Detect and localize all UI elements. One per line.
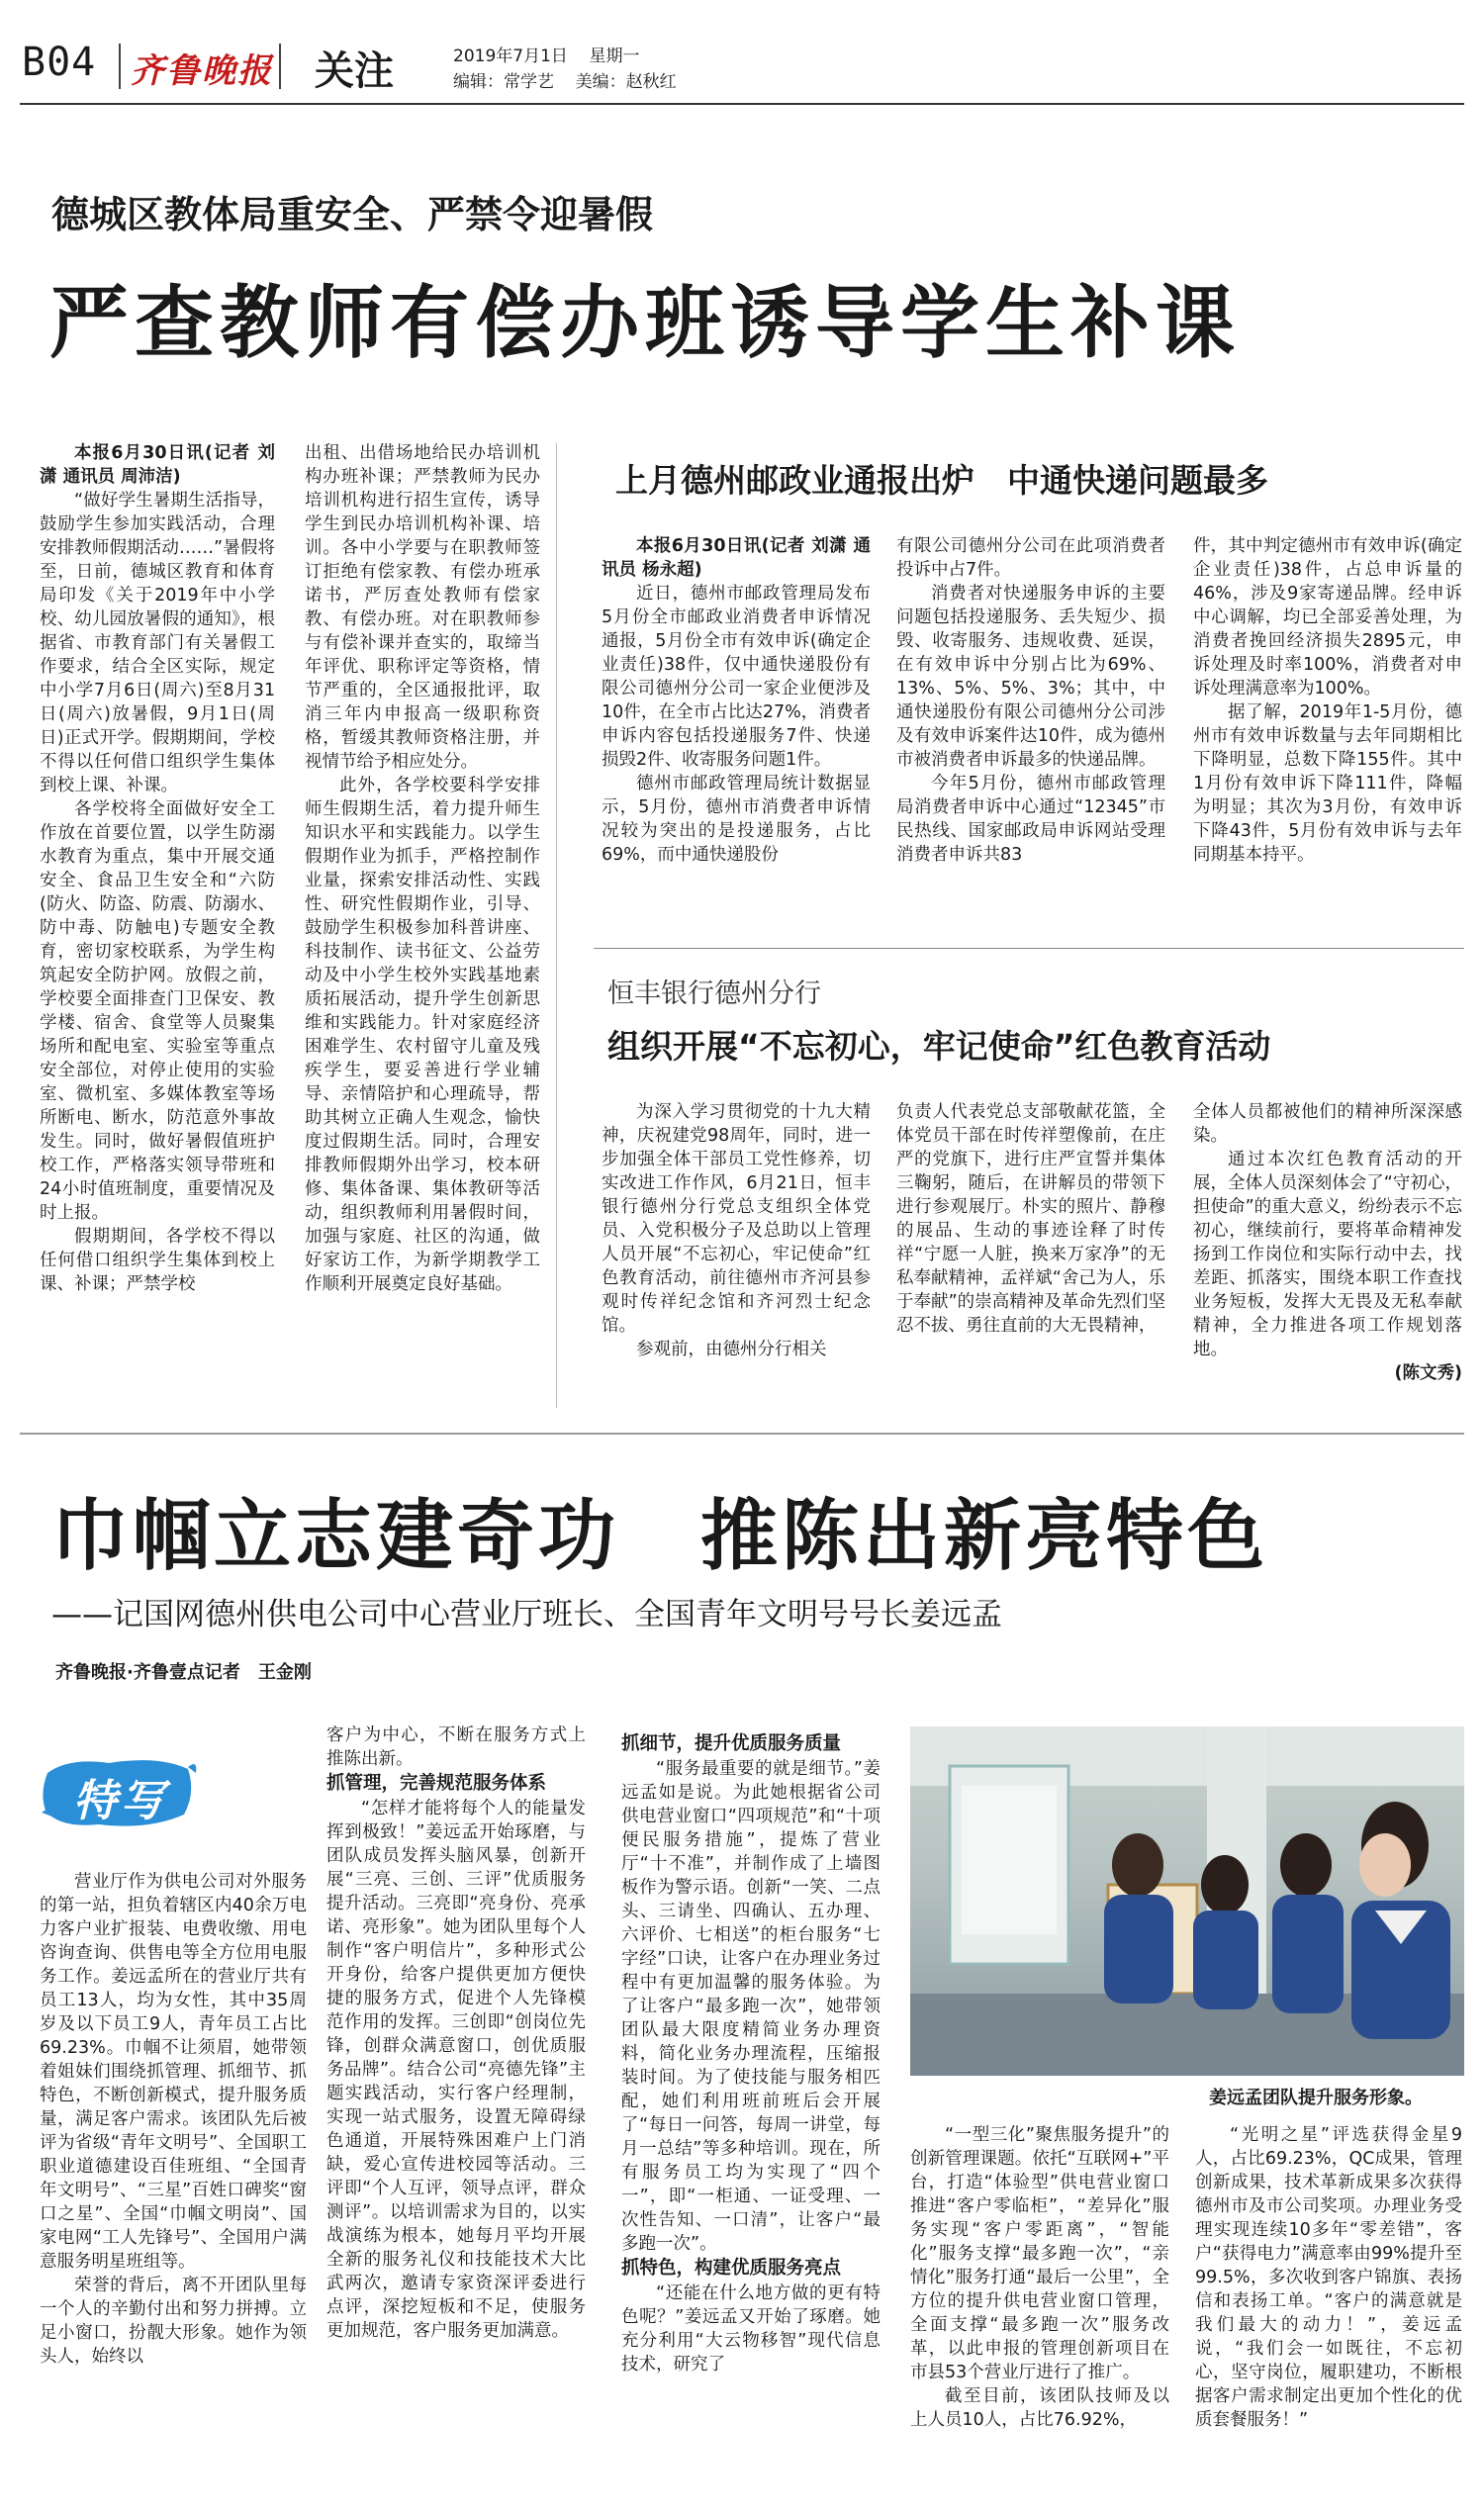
- article2-col2: [896, 534, 1165, 930]
- article4-para: 客户为中心，不断在服务方式上推陈出新。: [326, 1725, 586, 1769]
- article1-para: 各学校将全面做好安全工作放在首要位置，以学生防溺水教育为重点，集中开展交通安全、食品卫生安全和“六防(防火、防盗、防震、防溺水、防中毒、防触电)专题安全教育，密切家校联系，为学生构筑起安全防护网。放假之前，学校要全面排查门卫保安、教学楼、宿舍、食堂等人员聚集场所和配电室、实验室等重点安全部位，对停止使用的实验室、微机室、多媒体教室等场所断电、断水，防范意外事故发生。同时，做好暑假值班护校工作，严格落实领导带班和24小时值班制度，重要情况及时上报。: [40, 799, 275, 1223]
- photo-illustration: [910, 1726, 1464, 2076]
- article1-kicker: 德城区教体局重安全、严禁令迎暑假: [51, 193, 654, 236]
- article4-para: “怎样才能将每个人的能量发挥到极致！”姜远孟开始琢磨，与团队成员发挥头脑风暴，创新开展“三亮、三创、三评”优质服务提升活动。三亮即“亮身份、亮承诺、亮形象”。她为团队里每个人制作“客户明信片”，多种形式公开身份，给客户提供更加方便快捷的服务方式，促进个人先锋模范作用的发挥。三创即“创岗位先锋，创群众满意窗口，创优质服务品牌”。结合公司“亮德先锋”主题实践活动，实行客户经理制，实现一站式服务，设置无障碍绿色通道，开展特殊困难户上门消缺，爱心宣传进校园等活动。三评即“个人互评，领导点评，群众测评”。以培训需求为目的，以实战演练为根本，她每月平均开展全新的服务礼仪和技能技术大比武两次，邀请专家资深评委进行点评，深挖短板和不足，使服务更加规范，客户服务更加满意。: [326, 1799, 586, 2341]
- article4-subsection-title: 抓管理，完善规范服务体系: [326, 1773, 547, 1794]
- masthead-rule: [20, 103, 1464, 105]
- article3-col3: [1193, 1100, 1462, 1412]
- article1-para: 假期期间，各学校不得以任何借口组织学生集体到校上课、补课；严禁学校: [40, 1227, 275, 1294]
- article4-byline: 齐鲁晚报·齐鲁壹点记者 王金刚: [55, 1662, 312, 1683]
- article2-byline: 本报6月30日讯(记者 刘潇 通讯员 杨永超): [602, 536, 871, 580]
- article2-para: 件，其中判定德州市有效申诉(确定企业责任)38件，占总申诉量的46%，涉及9家寄递品牌。经申诉中心调解，均已全部妥善处理，为消费者挽回经济损失2895元，申诉处理及时率100%，消费者对申诉处理满意率为100%。: [1193, 536, 1462, 699]
- page-number-divider: [119, 44, 121, 89]
- issue-date: [453, 42, 640, 66]
- article1-byline: 本报6月30日讯(记者 刘潇 通讯员 周沛洁): [40, 443, 275, 487]
- article1-para: 出租、出借场地给民办培训机构办班补课；严禁教师为民办培训机构进行招生宣传，诱导学生到民办培训机构补课、培训。各中小学要与在职教师签订拒绝有偿家教、有偿办班承诺书，严厉查处教师有偿家教、有偿办班。对在职教师参与有偿补课并查实的，取缔当年评优、职称评定等资格，情节严重的，全区通报批评，取消三年内申报高一级职称资格，暂缓其教师资格注册，并视情节给予相应处分。: [305, 443, 540, 772]
- feature-badge: [40, 1753, 198, 1832]
- article2-col3: [1193, 534, 1462, 930]
- article4-para: “服务最重要的就是细节。”姜远孟如是说。为此她根据省公司供电营业窗口“四项规范”和“十项便民服务措施”，提炼了营业厅“十不准”，并制作成了上墙图板作为警示语。创新“一笑、二点头、三请坐、四确认、五办理、六评价、七相送”的柜台服务“七字经”口诀，让客户在办理业务过程中有更加温馨的服务体验。为了让客户“最多跑一次”，她带领团队最大限度精简业务办理资料，简化业务办理流程，压缩报装时间。为了使技能与服务相匹配，她们利用班前班后会开展了“每日一问答，每周一讲堂，每月一总结”等多种培训。现在，所有服务员工均为实现了“四个一”，即“一柜通、一证受理、一次性告知、一口清”，让客户“最多跑一次”。: [621, 1759, 881, 2254]
- article3-author: (陈文秀): [1394, 1363, 1462, 1383]
- photo-caption: 姜远孟团队提升服务形象。: [1209, 2088, 1423, 2108]
- article3-para: 通过本次红色教育活动的开展，全体人员深刻体会了“守初心，担使命”的重大意义，纷纷表示不忘初心，继续前行，要将革命精神发扬到工作岗位和实际行动中去，找差距、抓落实，围绕本职工作查找业务短板，发挥大无畏及无私奉献精神，全力推进各项工作规划落地。: [1193, 1150, 1462, 1359]
- feature-badge-label: 特写: [73, 1776, 168, 1826]
- article3-headline: 组织开展“不忘初心，牢记使命”红色教育活动: [607, 1027, 1271, 1066]
- article1-headline: 严查教师有偿办班诱导学生补课: [49, 277, 1241, 369]
- article3-para: 全体人员都被他们的精神所深深感染。: [1193, 1102, 1462, 1146]
- article4-col1: [40, 1870, 307, 2488]
- weekday-text: 星期一: [589, 47, 640, 66]
- page-number: B04: [22, 40, 97, 85]
- article4-para: “一型三化”聚焦服务提升”的创新管理课题。依托“互联网+”平台，打造“体验型”供电营业窗口推进“客户零临柜”，“差异化”服务实现“客户零距离”，“智能化”服务支撑“最多跑一次”，“亲情化”服务打通“最后一公里”，全方位的提升供电营业窗口管理，全面支撑“最多跑一次”服务改革，以此申报的管理创新项目在市县53个营业厅进行了推广。: [910, 2125, 1169, 2382]
- article2-para: 德州市邮政管理局统计数据显示，5月份，德州市消费者申诉情况较为突出的是投递服务，占比69%，而中通快递股份: [602, 774, 871, 865]
- article1-para: 此外，各学校要科学安排师生假期生活，着力提升师生知识水平和实践能力。以学生假期作业为抓手，严格控制作业量，探索安排活动性、实践性、研究性假期作业，引导、鼓励学生积极参加科普讲座、科技制作、读书征文、公益劳动及中小学生校外实践基地素质拓展活动，提升学生创新思维和实践能力。针对家庭经济困难学生、农村留守儿童及残疾学生，要妥善进行学业辅导、亲情陪护和心理疏导，帮助其树立正确人生观念，愉快度过假期生活。同时，合理安排教师假期外出学习，校本研修、集体备课、集体教研等活动，组织教师利用暑假时间，加强与家庭、社区的沟通，做好家访工作，为新学期教学工作顺利开展奠定良好基础。: [305, 776, 540, 1294]
- date-text: 2019年7月1日: [453, 47, 568, 66]
- column-divider: [556, 443, 557, 1408]
- article2-col1: [602, 534, 871, 930]
- article4-para: 荣誉的背后，离不开团队里每一个人的辛勤付出和努力拼搏。立足小窗口，扮靓大形象。她作为领头人，始终以: [40, 2276, 307, 2367]
- article2-para: 今年5月份，德州市邮政管理局消费者申诉中心通过“12345”市民热线、国家邮政局申诉网站受理消费者申诉共83: [896, 774, 1165, 865]
- article4-col3: [621, 1731, 881, 2490]
- article4-subsection-title: 抓细节，提升优质服务质量: [621, 1733, 842, 1754]
- article4-subsection-title: 抓特色，构建优质服务亮点: [621, 2258, 842, 2279]
- article1-para: “做好学生暑期生活指导，鼓励学生参加实践活动，合理安排教师假期活动……”暑假将至，日前，德城区教育和体育局印发《关于2019年中小学校、幼儿园放暑假的通知》，根据省、市教育部门有关暑假工作要求，结合全区实际，规定中小学7月6日(周六)至8月31日(周六)放暑假，9月1日(周日)正式开学。假期期间，学校不得以任何借口组织学生集体到校上课、补课。: [40, 491, 275, 795]
- article2-para: 有限公司德州分公司在此项消费者投诉中占7件。: [896, 536, 1165, 580]
- article4-para: “光明之星”评选获得金星9人，占比69.23%，QC成果，管理创新成果，技术革新成果多次获得德州市及市公司奖项。办理业务受理实现连续10多年“零差错”，客户“获得电力”满意率由99%提升至99.5%，多次收到客户锦旗、表扬信和表扬工单。“客户的满意就是我们最大的动力！”，姜远孟说，“我们会一如既往，不忘初心，坚守岗位，履职建功，不断根据客户需求制定出更加个性化的优质套餐服务！”: [1195, 2125, 1462, 2430]
- article2-rule: [594, 948, 1464, 949]
- section-name: 关注: [315, 48, 394, 94]
- masthead: [0, 0, 1484, 109]
- article3-col2: [896, 1100, 1165, 1412]
- article3-kicker: 恒丰银行德州分行: [607, 978, 821, 1009]
- article1-col1: [40, 441, 275, 1416]
- staff-credits: [453, 67, 677, 92]
- section-divider: [279, 44, 281, 89]
- article2-headline: 上月德州邮政业通报出炉 中通快递问题最多: [615, 461, 1268, 500]
- feature-photo: [910, 1726, 1464, 2076]
- article4-para: 营业厅作为供电公司对外服务的第一站，担负着辖区内40余万电力客户业扩报装、电费收缴、用电咨询查询、供售电等全方位用电服务工作。姜远孟所在的营业厅共有员工13人，均为女性，其中35周岁及以下员工9人，青年员工占比69.23%。巾帼不让须眉，她带领着姐妹们围绕抓管理、抓细节、抓特色，不断创新模式，提升服务质量，满足客户需求。该团队先后被评为省级“青年文明号”、全国职工职业道德建设百佳班组、“全国青年文明号”、“三星”百姓口碑奖“窗口之星”、全国“巾帼文明岗”、国家电网“工人先锋号”、全国用户满意服务明星班组等。: [40, 1872, 307, 2272]
- article3-para: 参观前，由德州分行相关: [636, 1340, 827, 1359]
- article3-para: 负责人代表党总支部敬献花篮，全体党员干部在时传祥塑像前，在庄严的党旗下，进行庄严宣誓并集体三鞠躬，随后，在讲解员的带领下进行参观展厅。朴实的照片、静穆的展品、生动的事迹诠释了时传祥“宁愿一人脏，换来万家净”的无私奉献精神，孟祥斌“舍己为人，乐于奉献”的崇高精神及革命先烈们坚忍不拔、勇往直前的大无畏精神，: [896, 1102, 1165, 1336]
- editor-credit: 编辑：常学艺: [453, 72, 554, 92]
- section-separator: [20, 1433, 1464, 1435]
- article4-col5: [1195, 2123, 1462, 2489]
- article4-headline: 巾帼立志建奇功 推陈出新亮特色: [51, 1492, 1269, 1581]
- article4-para: 截至目前，该团队技师及以上人员10人，占比76.92%，: [910, 2386, 1169, 2430]
- article3-col1: [602, 1100, 871, 1412]
- article3-para: 为深入学习贯彻党的十九大精神，庆祝建党98周年，同时，进一步加强全体干部员工党性修养，切实改进工作作风，6月21日，恒丰银行德州分行党总支组织全体党员、入党积极分子及总助以上管理人员开展“不忘初心，牢记使命”红色教育活动，前往德州市齐河县参观时传祥纪念馆和齐河烈士纪念馆。: [602, 1102, 871, 1336]
- article4-col2: [326, 1723, 586, 2490]
- article1-col2: [305, 441, 540, 1416]
- paper-logo: 齐鲁晚报: [131, 51, 273, 91]
- designer-credit: 美编：赵秋红: [575, 72, 677, 92]
- article4-para: “还能在什么地方做的更有特色呢？”姜远孟又开始了琢磨。她充分利用“大云物移智”现代信息技术，研究了: [621, 2283, 881, 2375]
- article2-para: 消费者对快递服务申诉的主要问题包括投递服务、丢失短少、损毁、收寄服务、违规收费、延误，在有效申诉中分别占比为69%、13%、5%、5%、3%；其中，中通快递股份有限公司德州分公司涉及有效申诉案件达10件，成为德州市被消费者申诉最多的快递品牌。: [896, 584, 1165, 770]
- article4-col4: [910, 2123, 1169, 2489]
- article4-subhead: ——记国网德州供电公司中心营业厅班长、全国青年文明号号长姜远孟: [51, 1597, 1002, 1632]
- article2-para: 近日，德州市邮政管理局发布5月份全市邮政业消费者申诉情况通报，5月份全市有效申诉(确定企业责任)38件，仅中通快递股份有限公司德州分公司一家企业便涉及10件，在全市占比达27%，消费者申诉内容包括投递服务7件、快递损毁2件、收寄服务问题1件。: [602, 584, 871, 770]
- article2-para: 据了解，2019年1-5月份，德州市有效申诉数量与去年同期相比下降明显，总数下降155件。其中1月份有效申诉下降111件，降幅为明显；其次为3月份，有效申诉下降43件，5月份有效申诉与去年同期基本持平。: [1193, 702, 1462, 865]
